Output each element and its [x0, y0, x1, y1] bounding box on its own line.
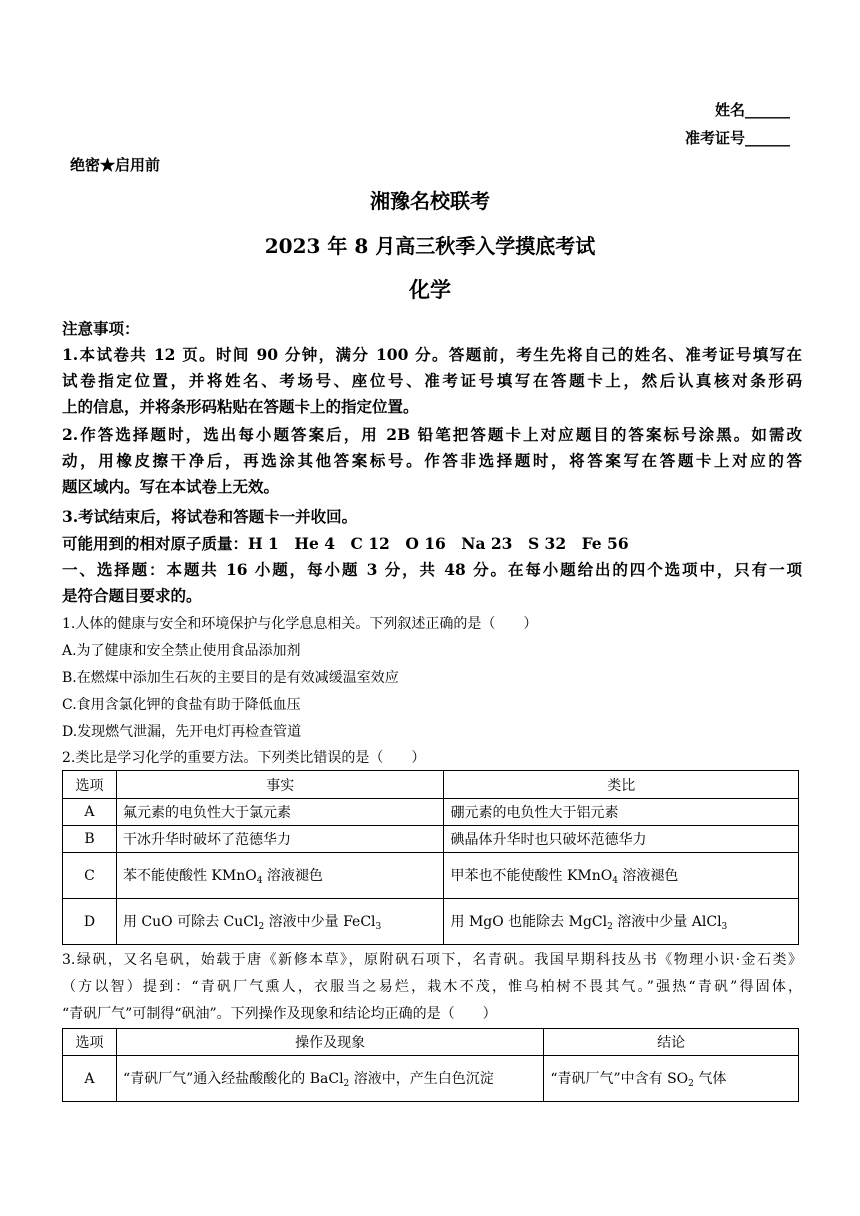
- notice-line: 2.作答选择题时，选出每小题答案后，用 2B 铅笔把答题卡上对应题目的答案标号涂黑。如需改: [62, 425, 802, 444]
- option-cell: C: [63, 853, 117, 899]
- option-cell: A: [63, 799, 117, 826]
- analogy-cell: [444, 899, 799, 945]
- table-row: [63, 1056, 799, 1102]
- option-cell: D: [63, 899, 117, 945]
- text: “青矾厂气”通入经盐酸酸化的: [122, 1071, 310, 1087]
- formula: CuO: [141, 914, 173, 930]
- formula: AlCl: [691, 914, 722, 930]
- text: 用: [122, 914, 142, 930]
- analogy-cell: 硼元素的电负性大于铝元素: [444, 799, 799, 826]
- name-field: 姓名______: [714, 101, 790, 119]
- exam-title: 2023 年 8 月高三秋季入学摸底考试: [264, 234, 596, 258]
- question-3-stem: 3.绿矾，又名皂矾，始载于唐《新修本草》，原附矾石项下，名青矾。我国早期科技丛书《物理小识·金石类》: [62, 952, 802, 968]
- section-heading: 一、选择题：本题共 16 小题，每小题 3 分，共 48 分。在每小题给出的四个选项中，只有一项: [62, 560, 802, 579]
- notice-line: 3.考试结束后，将试卷和答题卡一并收回。: [62, 507, 358, 526]
- section-heading-cont: 是符合题目要求的。: [62, 586, 202, 605]
- question-3-stem: “青矾厂气”可制得“矾油”。下列操作及现象和结论均正确的是（ ）: [62, 1006, 497, 1022]
- table-header-cell: 类比: [444, 771, 799, 799]
- secret-mark: 绝密★启用前: [70, 156, 161, 174]
- fact-cell: 氟元素的电负性大于氯元素: [116, 799, 444, 826]
- text: “青矾厂气”中含有: [550, 1071, 668, 1087]
- option-cell: A: [63, 1056, 117, 1102]
- text: 气体: [693, 1071, 727, 1087]
- table-header-cell: 选项: [63, 1029, 117, 1056]
- conclusion-cell: [544, 1056, 799, 1102]
- analogy-cell: [444, 853, 799, 899]
- table-header-cell: 操作及现象: [116, 1029, 543, 1056]
- option-cell: B: [63, 826, 117, 853]
- text: 用: [450, 914, 469, 930]
- table-row: [63, 826, 799, 853]
- formula: MgCl: [568, 914, 608, 930]
- subscript: 3: [375, 922, 382, 932]
- notice-line: 试卷指定位置，并将姓名、考场号、座位号、准考证号填写在答题卡上，然后认真核对条形码: [62, 371, 802, 390]
- formula: MgO: [468, 914, 504, 930]
- formula: KMnO: [211, 868, 257, 884]
- question-1-stem: 1.人体的健康与安全和环境保护与化学息息相关。下列叙述正确的是（ ）: [62, 616, 538, 632]
- fact-cell: 干冰升华时破坏了范德华力: [116, 826, 444, 853]
- question-2-stem: 2.类比是学习化学的重要方法。下列类比错误的是（ ）: [62, 750, 426, 766]
- formula: CuCl: [223, 914, 259, 930]
- subscript: 2: [258, 922, 265, 932]
- subscript: 4: [256, 876, 263, 886]
- operation-cell: [116, 1056, 543, 1102]
- notice-line: 动，用橡皮擦干净后，再选涂其他答案标号。作答非选择题时，将答案写在答题卡上对应的答: [62, 451, 802, 470]
- exam-title-union: 湘豫名校联考: [370, 189, 490, 213]
- fact-cell: [116, 899, 444, 945]
- text: 可除去: [172, 914, 224, 930]
- notice-line: 1.本试卷共 12 页。时间 90 分钟，满分 100 分。答题前，考生先将自己的姓名、准考证号填写在: [62, 345, 802, 364]
- table-header-cell: 选项: [63, 771, 117, 799]
- atomic-masses: 可能用到的相对原子质量：H 1 He 4 C 12 O 16 Na 23 S 32 Fe 56: [62, 534, 629, 553]
- table-row: [63, 853, 799, 899]
- analogy-cell: 碘晶体升华时也只破坏范德华力: [444, 826, 799, 853]
- table-header-cell: 事实: [116, 771, 444, 799]
- text: 溶液褪色: [262, 868, 323, 884]
- notice-line: 上的信息，并将条形码粘贴在答题卡上的指定位置。: [62, 397, 419, 416]
- question-1-option-d: D.发现燃气泄漏，先开电灯再检查管道: [62, 724, 302, 740]
- text: 溶液中少量: [264, 914, 344, 930]
- question-3-stem: （方以智）提到：“青矾厂气熏人，衣服当之易烂，栽木不茂，惟乌柏树不畏其气。”强热“青矾”得固体，: [62, 979, 802, 995]
- formula: BaCl: [309, 1071, 344, 1087]
- text: 溶液中少量: [612, 914, 692, 930]
- subscript: 3: [721, 922, 728, 932]
- subject-title: 化学: [409, 277, 451, 302]
- text: 溶液褪色: [617, 868, 679, 884]
- table-row: [63, 899, 799, 945]
- subscript: 2: [607, 922, 613, 932]
- formula: KMnO: [566, 868, 613, 884]
- formula: FeCl: [343, 914, 376, 930]
- subscript: 4: [612, 876, 618, 886]
- fact-cell: [116, 853, 444, 899]
- subscript: 2: [688, 1079, 694, 1089]
- question-1-option-b: B.在燃煤中添加生石灰的主要目的是有效减缓温室效应: [62, 670, 399, 686]
- formula: SO: [667, 1071, 689, 1087]
- table-header-cell: 结论: [544, 1029, 799, 1056]
- question-1-option-a: A.为了健康和安全禁止使用食品添加剂: [62, 643, 301, 659]
- exam-id-field: 准考证号______: [684, 129, 790, 147]
- text: 甲苯也不能使酸性: [450, 868, 567, 884]
- table-header-row: [63, 1029, 799, 1056]
- question-2-table: [62, 770, 799, 945]
- question-1-option-c: C.食用含氯化钾的食盐有助于降低血压: [62, 697, 301, 713]
- text: 苯不能使酸性: [122, 868, 212, 884]
- subscript: 2: [343, 1079, 350, 1089]
- text: 溶液中，产生白色沉淀: [349, 1071, 494, 1087]
- notice-line: 题区域内。写在本试卷上无效。: [62, 477, 280, 496]
- text: 也能除去: [503, 914, 569, 930]
- table-header-row: [63, 771, 799, 799]
- question-3-table: [62, 1028, 799, 1102]
- table-row: [63, 799, 799, 826]
- notice-heading: 注意事项：: [62, 319, 140, 338]
